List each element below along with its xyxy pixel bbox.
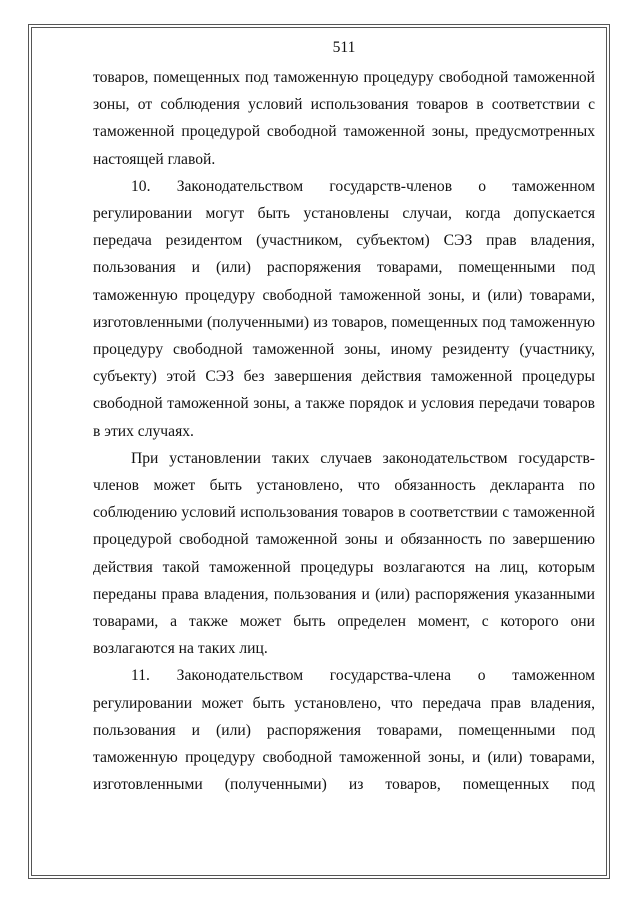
paragraph-item-10: 10. Законодательством государств-членов о таможенном регулировании могут быть установлены случаи, когда допускается передача резидентом (участником, субъектом) СЭЗ прав владения, пользования и (или) распоряжения товарами, помещенными под таможенную процедуру свободной таможенной зоны, и (или) товарами, изготовленными (полученными) из товаров, помещенных под таможенную процедуру свободной таможенной зоны, иному резиденту (участнику, субъекту) этой СЭЗ без завершения действия таможенной процедуры свободной таможенной зоны, а также порядок и условия передачи товаров в этих случаях. (93, 177, 595, 440)
page-number: 511 (332, 39, 356, 56)
page-content (93, 38, 595, 798)
paragraph-item-10-continued: При установлении таких случаев законодательством государств-членов может быть установлено, что обязанность декларанта по соблюдению условий использования товаров в соответствии с таможенной процедурой свободной таможенной зоны и обязанность по завершению действия такой таможенной процедуры возлагаются на лиц, которым переданы права владения, пользования и (или) распоряжения указанными товарами, а также может быть определен момент, с которого они возлагаются на таких лиц. (93, 449, 595, 658)
paragraph-continuation: товаров, помещенных под таможенную процедуру свободной таможенной зоны, от соблюдения условий использования товаров в соответствии с таможенной процедурой свободной таможенной зоны, предусмотренных настоящей главой. (93, 69, 595, 168)
paragraph-item-11: 11. Законодательством государства-члена о таможенном регулировании может быть установлено, что передача прав владения, пользования и (или) распоряжения товарами, помещенными под таможенную процедуру свободной таможенной зоны, и (или) товарами, изготовленными (полученными) из товаров, помещенных под (93, 667, 595, 794)
